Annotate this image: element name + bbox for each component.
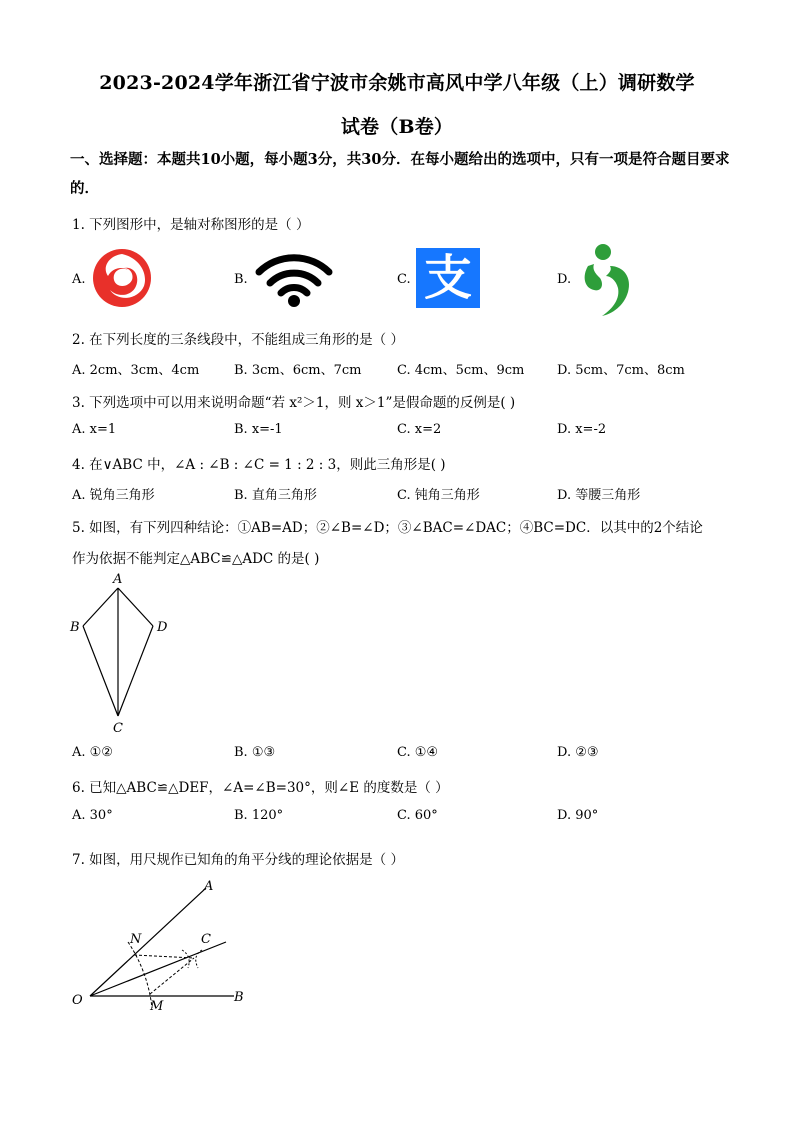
quadrilateral-abcd-figure bbox=[66, 570, 186, 736]
question-3-option-b: B. x=-1 bbox=[234, 422, 283, 437]
question-6-option-b: B. 120° bbox=[234, 808, 284, 823]
figure7-label-n: N bbox=[130, 932, 142, 947]
question-2-option-d: D. 5cm、7cm、8cm bbox=[557, 363, 685, 378]
question-1-option-c: C. bbox=[397, 272, 411, 287]
alipay-icon bbox=[416, 248, 480, 308]
question-5-option-c: C. ①④ bbox=[397, 745, 439, 760]
figure5-label-b: B bbox=[70, 620, 80, 635]
question-4-option-d: D. 等腰三角形 bbox=[557, 488, 641, 503]
question-6-stem: 6. 已知△ABC≌△DEF，∠A=∠B=30°，则∠E 的度数是（ ） bbox=[72, 780, 449, 796]
question-3-option-a: A. x=1 bbox=[72, 422, 117, 437]
red-swirl-logo-icon bbox=[90, 246, 154, 310]
question-5-option-a: A. ①② bbox=[72, 745, 113, 760]
question-1-option-b: B. bbox=[234, 272, 248, 287]
figure7-label-c: C bbox=[201, 932, 211, 947]
figure5-label-d: D bbox=[157, 620, 168, 635]
question-4-option-b: B. 直角三角形 bbox=[234, 488, 317, 503]
exam-title-line2: 试卷（B卷） bbox=[340, 116, 454, 138]
question-3-option-c: C. x=2 bbox=[397, 422, 442, 437]
question-1-option-a: A. bbox=[72, 272, 86, 287]
wifi-icon bbox=[255, 252, 333, 308]
question-5-option-b: B. ①③ bbox=[234, 745, 276, 760]
question-3-option-d: D. x=-2 bbox=[557, 422, 607, 437]
alipay-glyph: 支 bbox=[423, 250, 472, 306]
figure5-label-a: A bbox=[113, 572, 123, 587]
figure5-label-c: C bbox=[113, 721, 123, 736]
question-7-stem: 7. 如图，用尺规作已知角的角平分线的理论依据是（ ） bbox=[72, 852, 404, 868]
question-2-stem: 2. 在下列长度的三条线段中，不能组成三角形的是（ ） bbox=[72, 332, 404, 348]
question-5-option-d: D. ②③ bbox=[557, 745, 599, 760]
question-6-option-d: D. 90° bbox=[557, 808, 599, 823]
question-2-option-b: B. 3cm、6cm、7cm bbox=[234, 363, 362, 378]
question-5-stem-line1: 5. 如图，有下列四种结论：①AB=AD；②∠B=∠D；③∠BAC=∠DAC；④BC=DC．以其中的2个结论 bbox=[72, 520, 703, 536]
question-2-option-c: C. 4cm、5cm、9cm bbox=[397, 363, 525, 378]
angle-bisector-figure bbox=[66, 872, 266, 1018]
question-2-option-a: A. 2cm、3cm、4cm bbox=[72, 363, 200, 378]
figure7-label-o: O bbox=[72, 993, 83, 1008]
question-3-stem: 3. 下列选项中可以用来说明命题“若 x²＞1，则 x＞1”是假命题的反例是( ) bbox=[72, 395, 516, 411]
question-6-option-a: A. 30° bbox=[72, 808, 113, 823]
question-6-option-c: C. 60° bbox=[397, 808, 438, 823]
question-4-stem: 4. 在∨ABC 中，∠A : ∠B : ∠C = 1 : 2 : 3，则此三角形是( ) bbox=[72, 457, 446, 473]
figure7-label-b: B bbox=[234, 990, 244, 1005]
figure7-label-m: M bbox=[150, 999, 164, 1014]
question-1-stem: 1. 下列图形中，是轴对称图形的是（ ） bbox=[72, 217, 310, 233]
section-heading: 一、选择题：本题共10小题，每小题3分，共30分．在每小题给出的选项中，只有一项是符合题目要求的． bbox=[70, 151, 730, 197]
question-4-option-a: A. 锐角三角形 bbox=[72, 488, 155, 503]
figure7-label-a: A bbox=[204, 879, 214, 894]
green-logo-icon bbox=[580, 240, 636, 318]
question-4-option-c: C. 钝角三角形 bbox=[397, 488, 480, 503]
exam-title-line1: 2023-2024学年浙江省宁波市余姚市高风中学八年级（上）调研数学 bbox=[99, 72, 695, 94]
question-5-stem-line2: 作为依据不能判定△ABC≌△ADC 的是( ) bbox=[72, 551, 320, 567]
question-1-option-d: D. bbox=[557, 272, 572, 287]
